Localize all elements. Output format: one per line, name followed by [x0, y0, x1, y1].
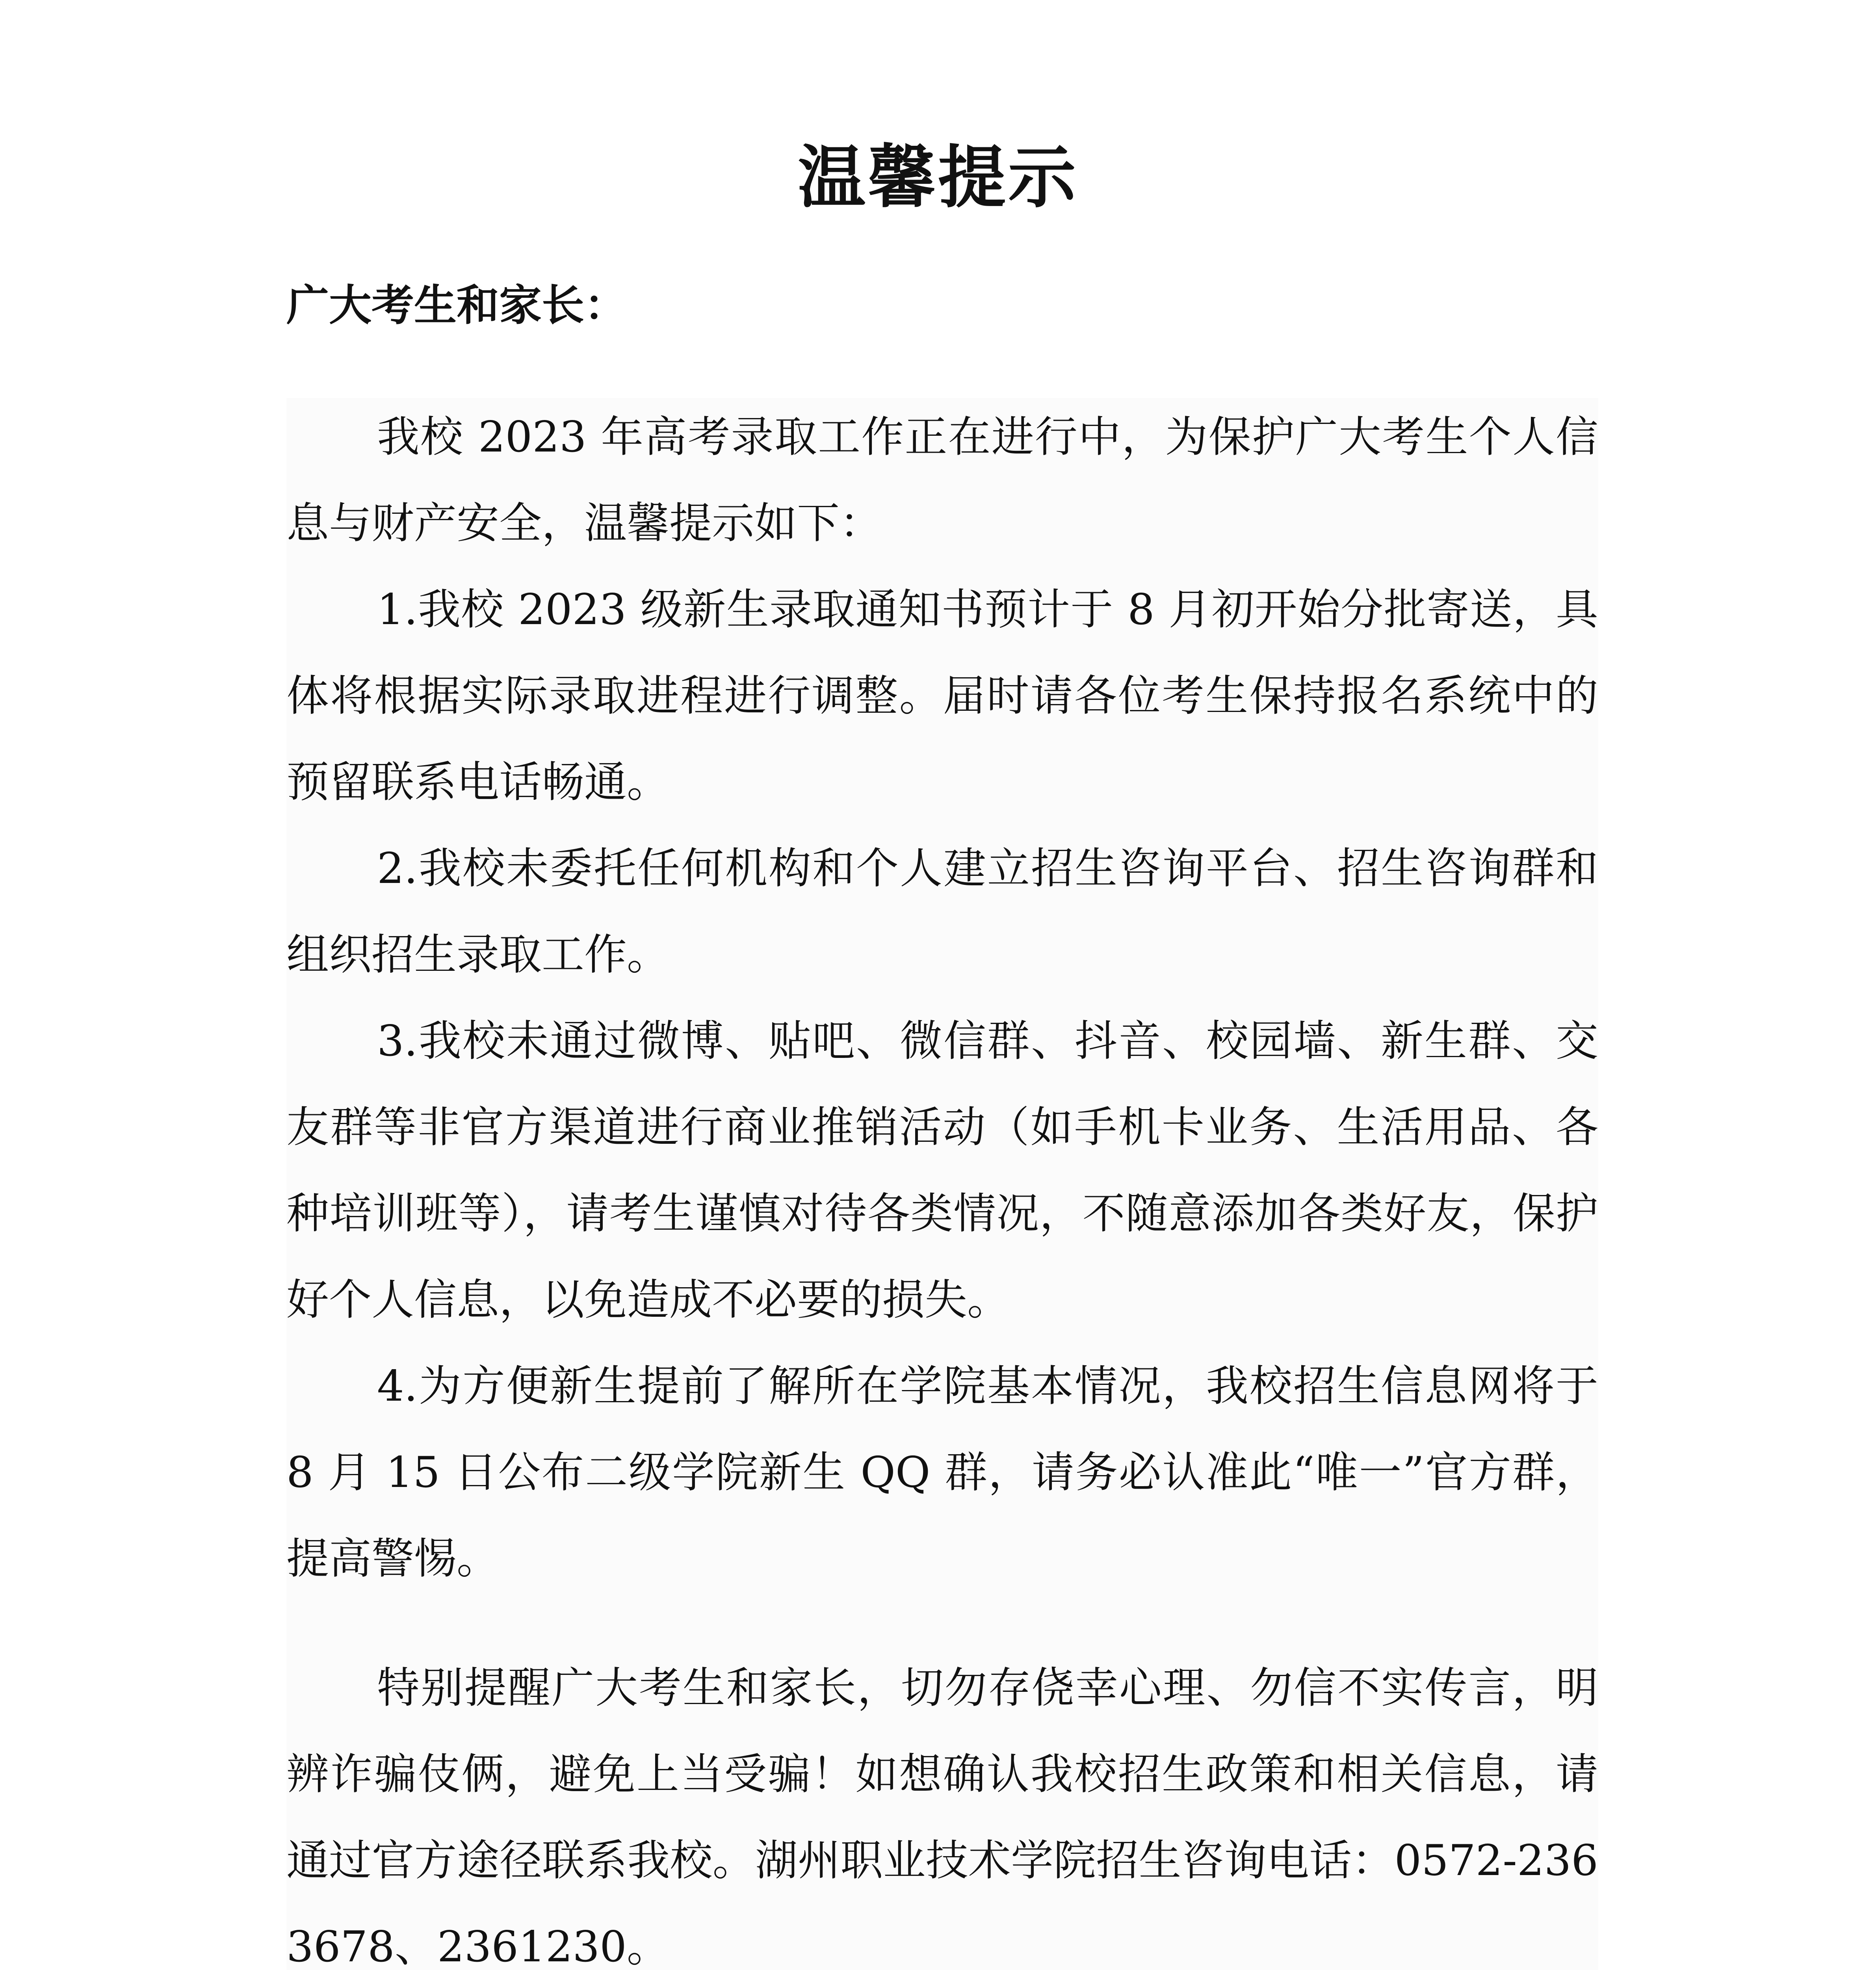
notice-item-4: 4.为方便新生提前了解所在学院基本情况，我校招生信息网将于 8 月 15 日公布二级学院新生 QQ 群，请务必认准此“唯一”官方群，提高警惕。: [286, 1362, 1598, 1583]
notice-title: 温馨提示: [798, 137, 1078, 217]
intro-paragraph: 我校 2023 年高考录取工作正在进行中，为保护广大考生个人信息与财产安全，温馨提示如下：: [286, 413, 1598, 548]
reminder-paragraph: 特别提醒广大考生和家长，切勿存侥幸心理、勿信不实传言，明辨诈骗伎俩，避免上当受骗！如想确认我校招生政策和相关信息，请通过官方途径联系我校。湖州职业技术学院招生咨询电话：0572-2363678、2361230。: [286, 1663, 1598, 1970]
notice-item-2: 2.我校未委托任何机构和个人建立招生咨询平台、招生咨询群和组织招生录取工作。: [286, 844, 1598, 979]
notice-item-3: 3.我校未通过微博、贴吧、微信群、抖音、校园墙、新生群、交友群等非官方渠道进行商业推销活动（如手机卡业务、生活用品、各种培训班等），请考生谨慎对待各类情况，不随意添加各类好友，保护好个人信息，以免造成不必要的损失。: [286, 1017, 1598, 1325]
salutation: 广大考生和家长：: [286, 281, 627, 330]
notice-item-1: 1.我校 2023 级新生录取通知书预计于 8 月初开始分批寄送，具体将根据实际录取进程进行调整。届时请各位考生保持报名系统中的预留联系电话畅通。: [286, 585, 1598, 807]
